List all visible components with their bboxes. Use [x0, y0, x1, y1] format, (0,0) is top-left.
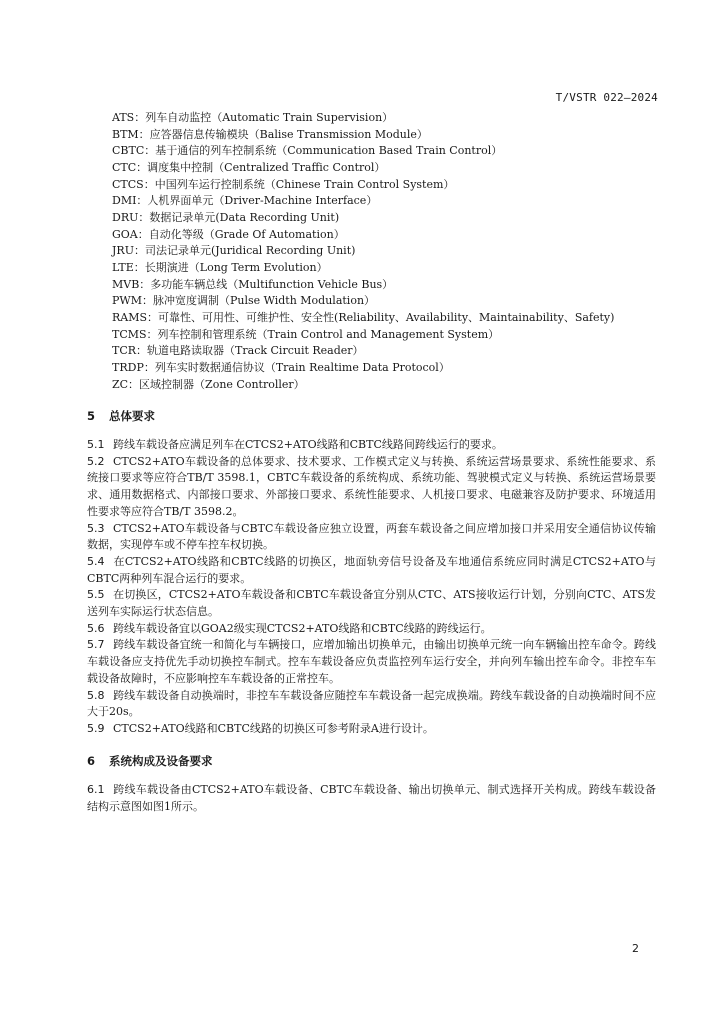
abbreviation-item: BTM：应答器信息传输模块（Balise Transmission Module） — [112, 127, 428, 141]
clause — [87, 437, 656, 454]
abbreviation-item: LTE：长期演进（Long Term Evolution） — [112, 260, 328, 274]
clause-text: CTCS2+ATO车载设备与CBTC车载设备应独立设置，两套车载设备之间应增加接口并采用安全通信协议传输数据，实现停车或不停车控车权切换。 — [87, 521, 656, 552]
clause-number: 5.4 — [87, 554, 105, 568]
clause — [87, 621, 656, 638]
abbreviation-item: TCMS：列车控制和管理系统（Train Control and Management System） — [112, 327, 500, 341]
abbreviation-item: CTCS：中国列车运行控制系统（Chinese Train Control System） — [112, 177, 455, 191]
abbreviation-item: TRDP：列车实时数据通信协议（Train Realtime Data Protocol） — [112, 360, 450, 374]
abbreviation-item: ZC：区域控制器（Zone Controller） — [112, 377, 305, 391]
clause — [87, 587, 656, 620]
section-6-clauses — [87, 782, 656, 815]
clause-number: 5.9 — [87, 721, 105, 735]
clause-text: 跨线车载设备由CTCS2+ATO车载设备、CBTC车载设备、输出切换单元、制式选择开关构成。跨线车载设备结构示意图如图1所示。 — [87, 783, 656, 813]
clause — [87, 688, 656, 721]
abbreviation-item: PWM：脉冲宽度调制（Pulse Width Modulation） — [112, 294, 376, 308]
clause — [87, 521, 656, 554]
clause-number: 6.1 — [87, 783, 105, 796]
clause — [87, 721, 656, 738]
clause-number: 5.3 — [87, 521, 105, 535]
clause — [87, 554, 656, 587]
abbreviation-item: JRU：司法记录单元(Juridical Recording Unit) — [112, 244, 356, 258]
clause-number: 5.5 — [87, 588, 105, 602]
clause — [87, 782, 656, 815]
abbreviation-item: DRU：数据记录单元(Data Recording Unit) — [112, 210, 340, 224]
section-6-heading — [87, 753, 213, 769]
clause — [87, 454, 656, 521]
clause — [87, 637, 656, 687]
clause-text: 跨线车载设备宜统一和简化与车辆接口，应增加输出切换单元，由输出切换单元统一向车辆输出控车命令。跨线车载设备应支持优先手动切换控车制式。控车车载设备应负责监控列车运行安全，并向列车输出控车命令。非控车车载设备故障时，不应影响控车车载设备的正常控车。 — [87, 638, 656, 685]
section-number: 6 — [87, 754, 96, 768]
abbreviation-list — [112, 110, 672, 393]
section-number: 5 — [87, 409, 96, 423]
abbreviation-item: GOA：自动化等级（Grade Of Automation） — [112, 227, 345, 241]
abbreviation-item: ATS：列车自动监控（Automatic Train Supervision） — [112, 111, 394, 124]
clause-text: 跨线车载设备自动换端时，非控车车载设备应随控车车载设备一起完成换端。跨线车载设备的自动换端时间不应大于20s。 — [87, 688, 656, 719]
clause-number: 5.2 — [87, 454, 105, 468]
section-title: 系统构成及设备要求 — [109, 754, 213, 768]
section-5-clauses — [87, 437, 656, 738]
clause-number: 5.1 — [87, 438, 105, 451]
clause-text: 跨线车载设备宜以GOA2级实现CTCS2+ATO线路和CBTC线路的跨线运行。 — [113, 621, 492, 635]
clause-text: CTCS2+ATO车载设备的总体要求、技术要求、工作模式定义与转换、系统运营场景要求、系统性能要求、系统接口要求等应符合TB/T 3598.1，CBTC车载设备的系统构成、系统功能、驾驶模式定义与转换、系统运营场景要求、通用数据格式、内部接口要求、外部接口要求、系统性能要求、人机接口要求、电磁兼容及防护要求、环境适用性要求等应符合TB/T 3598.2。 — [87, 454, 656, 518]
clause-text: 跨线车载设备应满足列车在CTCS2+ATO线路和CBTC线路间跨线运行的要求。 — [113, 438, 503, 451]
abbreviation-item: CBTC：基于通信的列车控制系统（Communication Based Train Control） — [112, 144, 503, 158]
abbreviation-item: RAMS：可靠性、可用性、可维护性、安全性(Reliability、Availability、Maintainability、Safety) — [112, 310, 615, 324]
clause-number: 5.8 — [87, 688, 105, 702]
abbreviation-item: DMI：人机界面单元（Driver-Machine Interface） — [112, 194, 378, 208]
page-number: 2 — [632, 942, 639, 955]
section-title: 总体要求 — [109, 409, 155, 423]
section-5-heading — [87, 408, 155, 424]
abbreviation-item: CTC：调度集中控制（Centralized Traffic Control） — [112, 160, 386, 174]
abbreviation-item: MVB：多功能车辆总线（Multifunction Vehicle Bus） — [112, 277, 394, 291]
clause-number: 5.7 — [87, 638, 105, 652]
abbreviation-item: TCR：轨道电路读取器（Track Circuit Reader） — [112, 344, 364, 358]
clause-number: 5.6 — [87, 621, 105, 635]
clause-text: CTCS2+ATO线路和CBTC线路的切换区可参考附录A进行设计。 — [113, 721, 434, 735]
clause-text: 在切换区，CTCS2+ATO车载设备和CBTC车载设备宜分别从CTC、ATS接收运行计划，分别向CTC、ATS发送列车实际运行状态信息。 — [87, 588, 656, 619]
document-code: T/VSTR 022—2024 — [555, 91, 658, 104]
clause-text: 在CTCS2+ATO线路和CBTC线路的切换区，地面轨旁信号设备及车地通信系统应同时满足CTCS2+ATO与CBTC两种列车混合运行的要求。 — [87, 554, 656, 585]
